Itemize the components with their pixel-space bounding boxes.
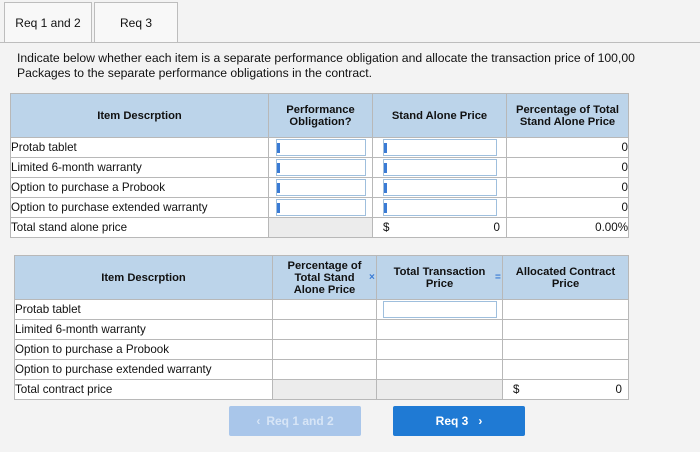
dollar-sign: $ [513, 383, 520, 396]
dropdown-caret-icon [277, 183, 280, 193]
perf-obligation-input[interactable] [276, 139, 366, 156]
sap-input[interactable] [383, 199, 497, 216]
pct-cell [273, 340, 377, 360]
perf-obligation-input[interactable] [276, 179, 366, 196]
perf-obligation-select[interactable] [269, 198, 373, 218]
multiply-icon: × [369, 272, 375, 283]
dropdown-caret-icon [277, 203, 280, 213]
pct-value: 0 [507, 158, 629, 178]
acp-cell [503, 320, 629, 340]
ttp-cell[interactable] [377, 300, 503, 320]
row-label: Option to purchase a Probook [11, 178, 269, 198]
tab-bar [0, 0, 700, 42]
total-acp-value: 0 [615, 383, 622, 396]
allocation-table [14, 255, 629, 400]
sap-cell[interactable] [373, 198, 507, 218]
total-sap [373, 218, 507, 238]
chevron-right-icon: › [478, 414, 483, 428]
equals-icon: = [495, 272, 501, 283]
sap-input[interactable] [383, 179, 497, 196]
sap-cell[interactable] [373, 138, 507, 158]
ttp-cell [377, 360, 503, 380]
total-sap-value: 0 [493, 221, 500, 234]
row-label: Option to purchase extended warranty [15, 360, 273, 380]
instructions [17, 51, 700, 81]
header-item-description: Item Descrption [11, 94, 269, 138]
pct-value: 0 [507, 198, 629, 218]
perf-obligation-input[interactable] [276, 159, 366, 176]
row-label: Protab tablet [11, 138, 269, 158]
total-acp [503, 380, 629, 400]
total-pct-value: 0.00% [507, 218, 629, 238]
sap-cell[interactable] [373, 178, 507, 198]
sap-input[interactable] [383, 159, 497, 176]
header-item-description: Item Descrption [15, 256, 273, 300]
prev-button[interactable] [229, 406, 361, 436]
pct-cell [273, 360, 377, 380]
dollar-sign: $ [383, 221, 390, 234]
sap-input[interactable] [383, 139, 497, 156]
instructions-line-2: Packages to the separate performance obligations in the contract. [17, 66, 373, 80]
instructions-line-1: Indicate below whether each item is a separate performance obligation and allocate the transaction price of 100,00 [17, 51, 635, 65]
header-performance-obligation: Performance Obligation? [269, 94, 373, 138]
dropdown-caret-icon [384, 203, 387, 213]
perf-obligation-input[interactable] [276, 199, 366, 216]
ttp-input[interactable] [383, 301, 497, 318]
sap-cell[interactable] [373, 158, 507, 178]
perf-obligation-select[interactable] [269, 178, 373, 198]
empty-cell [269, 218, 373, 238]
dropdown-caret-icon [277, 143, 280, 153]
tab-req-1-and-2[interactable]: Req 1 and 2 [4, 2, 92, 42]
tab-divider [0, 42, 700, 43]
empty-cell [377, 380, 503, 400]
total-label: Total stand alone price [11, 218, 269, 238]
row-label: Option to purchase extended warranty [11, 198, 269, 218]
next-button-label: Req 3 [435, 414, 469, 428]
header-total-transaction-price: × Total Transaction Price [377, 256, 503, 300]
pct-value: 0 [507, 178, 629, 198]
acp-cell [503, 360, 629, 380]
header-stand-alone-price: Stand Alone Price [373, 94, 507, 138]
next-button[interactable] [393, 406, 525, 436]
row-label: Option to purchase a Probook [15, 340, 273, 360]
ttp-cell [377, 340, 503, 360]
total-label: Total contract price [15, 380, 273, 400]
header-percentage-sap: Percentage of Total Stand Alone Price [273, 256, 377, 300]
chevron-left-icon: ‹ [256, 414, 261, 428]
performance-obligation-table [10, 93, 629, 238]
pct-cell [273, 300, 377, 320]
pct-value: 0 [507, 138, 629, 158]
tab-req-3[interactable]: Req 3 [94, 2, 178, 42]
perf-obligation-select[interactable] [269, 158, 373, 178]
acp-cell [503, 300, 629, 320]
acp-cell [503, 340, 629, 360]
row-label: Protab tablet [15, 300, 273, 320]
pct-cell [273, 320, 377, 340]
perf-obligation-select[interactable] [269, 138, 373, 158]
row-label: Limited 6-month warranty [15, 320, 273, 340]
dropdown-caret-icon [384, 143, 387, 153]
prev-button-label: Req 1 and 2 [266, 414, 334, 428]
dropdown-caret-icon [277, 163, 280, 173]
empty-cell [273, 380, 377, 400]
ttp-cell [377, 320, 503, 340]
dropdown-caret-icon [384, 183, 387, 193]
row-label: Limited 6-month warranty [11, 158, 269, 178]
header-percentage-total-sap: Percentage of Total Stand Alone Price [507, 94, 629, 138]
header-allocated-contract-price: = Allocated Contract Price [503, 256, 629, 300]
dropdown-caret-icon [384, 163, 387, 173]
